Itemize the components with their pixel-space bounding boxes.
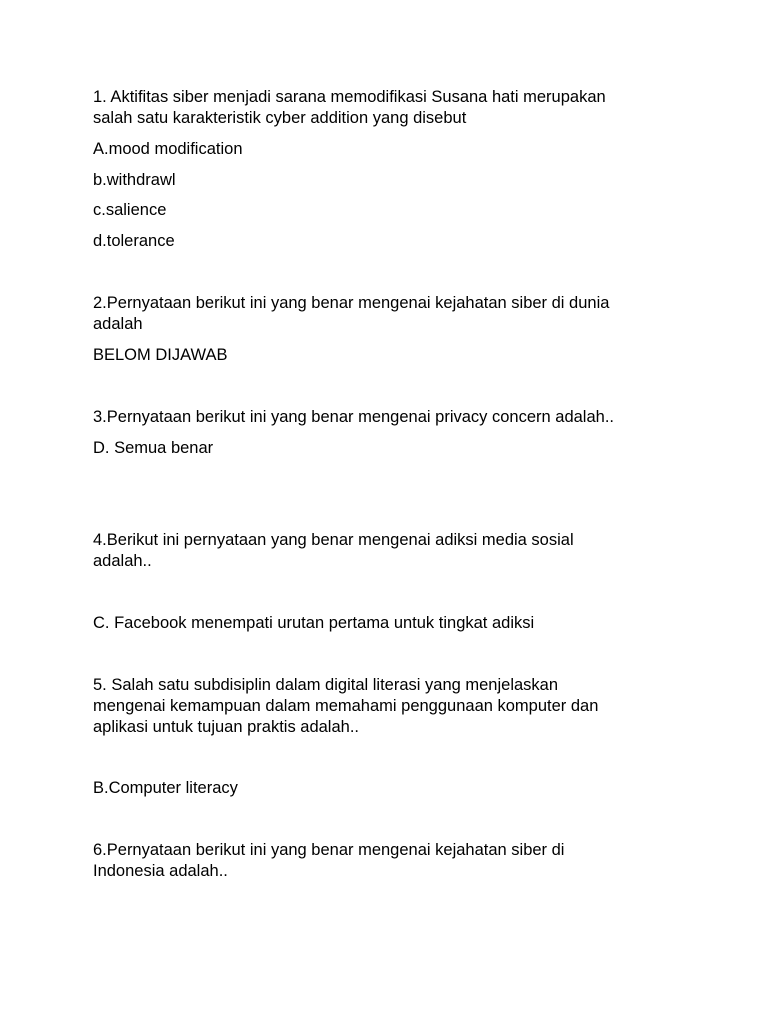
question-4-line-1: 4.Berikut ini pernyataan yang benar mengenai adiksi media sosial bbox=[93, 531, 574, 549]
question-5-line-2: mengenai kemampuan dalam memahami penggunaan komputer dan bbox=[93, 697, 599, 715]
question-2-line-1: 2.Pernyataan berikut ini yang benar mengenai kejahatan siber di dunia bbox=[93, 294, 610, 312]
question-5-line-3: aplikasi untuk tujuan praktis adalah.. bbox=[93, 718, 359, 736]
question-2-line-2: adalah bbox=[93, 315, 143, 333]
question-5-answer: B.Computer literacy bbox=[93, 779, 238, 797]
question-1-line-1: 1. Aktifitas siber menjadi sarana memodifikasi Susana hati merupakan bbox=[93, 88, 606, 106]
question-1-option-a: A.mood modification bbox=[93, 140, 243, 158]
question-2-answer: BELOM DIJAWAB bbox=[93, 346, 228, 364]
question-1-option-d: d.tolerance bbox=[93, 232, 175, 250]
question-1-option-c: c.salience bbox=[93, 201, 167, 219]
question-6-line-2: Indonesia adalah.. bbox=[93, 862, 228, 880]
question-4-line-2: adalah.. bbox=[93, 552, 152, 570]
question-6-line-1: 6.Pernyataan berikut ini yang benar mengenai kejahatan siber di bbox=[93, 841, 565, 859]
question-4-answer: C. Facebook menempati urutan pertama untuk tingkat adiksi bbox=[93, 614, 535, 632]
question-1-option-b: b.withdrawl bbox=[93, 171, 176, 189]
question-1-line-2: salah satu karakteristik cyber addition yang disebut bbox=[93, 109, 467, 127]
question-5-line-1: 5. Salah satu subdisiplin dalam digital literasi yang menjelaskan bbox=[93, 676, 559, 694]
question-3-answer: D. Semua benar bbox=[93, 439, 214, 457]
question-3-line-1: 3.Pernyataan berikut ini yang benar mengenai privacy concern adalah.. bbox=[93, 408, 614, 426]
